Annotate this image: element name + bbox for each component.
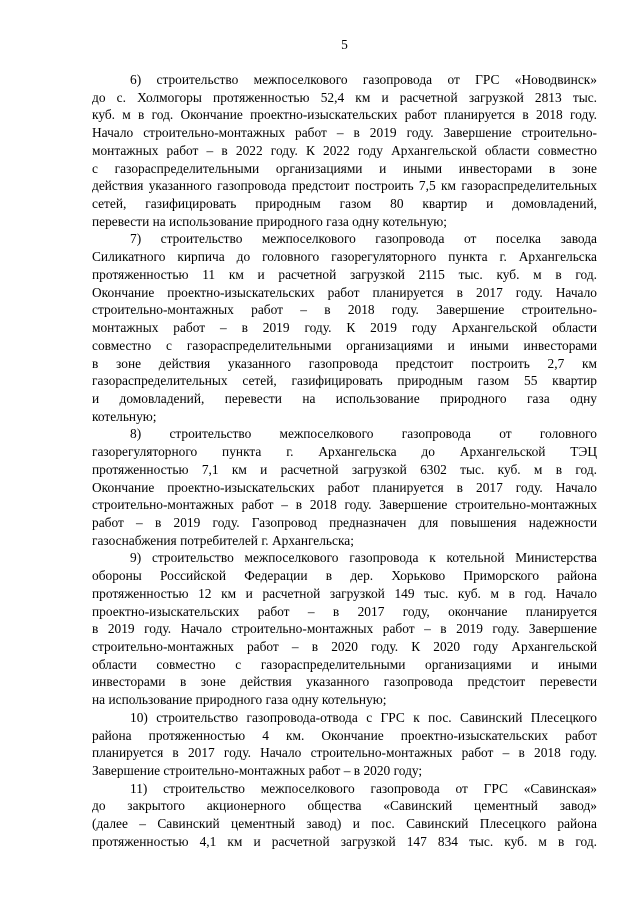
text-line: 8) строительство межпоселкового газопровода от головного bbox=[130, 426, 597, 442]
text-line: инвесторами в зоне действия указанного газопровода предстоит перевести bbox=[92, 674, 597, 690]
text-line: газоснабжения потребителей г. Архангельска; bbox=[92, 532, 354, 548]
list-item bbox=[92, 71, 597, 230]
text-line: обороны Российской Федерации в дер. Хорьково Приморского района bbox=[92, 568, 597, 584]
text-line: протяженностью 7,1 км и расчетной загрузкой 6302 тыс. куб. м в год. bbox=[92, 461, 597, 477]
list-item bbox=[92, 425, 597, 549]
text-line: действия указанного газопровода предстоит построить 7,5 км газораспределительных bbox=[92, 178, 597, 194]
text-line: совместно с газораспределительными организациями и иными инвесторами bbox=[92, 337, 597, 353]
list-item bbox=[92, 709, 597, 780]
text-line: 7) строительство межпоселкового газопровода от поселка завода bbox=[130, 231, 597, 247]
text-line: (далее – Савинский цементный завод) и пос. Савинский Плесецкого района bbox=[92, 816, 597, 832]
text-line: области совместно с газораспределительными организациями и иными bbox=[92, 656, 597, 672]
text-line: Силикатного кирпича до головного газорегуляторного пункта г. Архангельска bbox=[92, 249, 597, 265]
text-line: перевести на использование природного газа одну котельную; bbox=[92, 213, 448, 229]
text-line: строительно-монтажных работ – в 2020 году. К 2020 году Архангельской bbox=[92, 639, 597, 654]
text-line: 9) строительство межпоселкового газопровода к котельной Министерства bbox=[130, 550, 597, 566]
text-line: монтажных работ – в 2022 году. К 2022 году Архангельской области совместно bbox=[92, 142, 597, 158]
text-line: до закрытого акционерного общества «Савинский цементный завод» bbox=[92, 798, 597, 814]
text-line: протяженностью 11 км и расчетной загрузкой 2115 тыс. куб. м в год. bbox=[92, 266, 597, 282]
text-line: 6) строительство межпоселкового газопровода от ГРС «Новодвинск» bbox=[130, 72, 597, 87]
text-line: района протяженностью 4 км. Окончание проектно-изыскательских работ bbox=[92, 727, 597, 743]
text-line: Завершение строительно-монтажных работ – в 2020 году; bbox=[92, 763, 423, 779]
text-line: строительно-монтажных работ – в 2018 году. Завершение строительно- bbox=[92, 302, 597, 318]
text-line: протяженностью 12 км и расчетной загрузкой 149 тыс. куб. м в год. Начало bbox=[92, 585, 597, 601]
text-line: с газораспределительными организациями и иными инвесторами в зоне bbox=[92, 160, 597, 176]
text-line: 10) строительство газопровода-отвода с ГРС к пос. Савинский Плесецкого bbox=[130, 709, 597, 725]
text-line: сетей, газифицировать природным газом 80 квартир и домовладений, bbox=[92, 196, 597, 212]
text-line: Окончание проектно-изыскательских работ планируется в 2017 году. Начало bbox=[92, 479, 597, 495]
list-item bbox=[92, 230, 597, 425]
list-item bbox=[92, 549, 597, 708]
text-line: до с. Холмогоры протяженностью 52,4 км и расчетной загрузкой 2813 тыс. bbox=[92, 89, 597, 105]
text-line: строительно-монтажных работ – в 2018 году. Завершение строительно-монтажных bbox=[92, 497, 597, 513]
text-line: монтажных работ – в 2019 году. К 2019 году Архангельской области bbox=[92, 320, 597, 336]
text-line: газорегуляторного пункта г. Архангельска до Архангельской ТЭЦ bbox=[92, 444, 597, 460]
text-line: планируется в 2017 году. Начало строительно-монтажных работ – в 2018 году. bbox=[92, 745, 597, 761]
text-line: работ – в 2019 году. Газопровод предназначен для повышения надежности bbox=[92, 514, 597, 530]
text-line: газораспределительных сетей, газифицировать природным газом 55 квартир bbox=[92, 373, 597, 389]
text-line: Окончание проектно-изыскательских работ планируется в 2017 году. Начало bbox=[92, 284, 597, 300]
text-line: и домовладений, перевести на использование природного газа одну bbox=[92, 390, 597, 406]
text-line: проектно-изыскательских работ – в 2017 году, окончание планируется bbox=[92, 603, 597, 619]
text-line: протяженностью 4,1 км и расчетной загрузкой 147 834 тыс. куб. м в год. bbox=[92, 833, 597, 849]
text-line: 11) строительство межпоселкового газопровода от ГРС «Савинская» bbox=[130, 780, 597, 796]
text-line: на использование природного газа одну котельную; bbox=[92, 692, 387, 708]
document-body bbox=[92, 71, 597, 851]
text-line: Начало строительно-монтажных работ – в 2019 году. Завершение строительно- bbox=[92, 125, 597, 141]
text-line: котельную; bbox=[92, 408, 157, 424]
page-number: 5 bbox=[341, 37, 348, 52]
text-line: в 2019 году. Начало строительно-монтажных работ – в 2019 году. Завершение bbox=[92, 621, 597, 637]
text-line: в зоне действия указанного газопровода предстоит построить 2,7 км bbox=[92, 355, 597, 371]
list-item bbox=[92, 780, 597, 851]
text-line: куб. м в год. Окончание проектно-изыскательских работ планируется в 2018 году. bbox=[92, 107, 597, 123]
